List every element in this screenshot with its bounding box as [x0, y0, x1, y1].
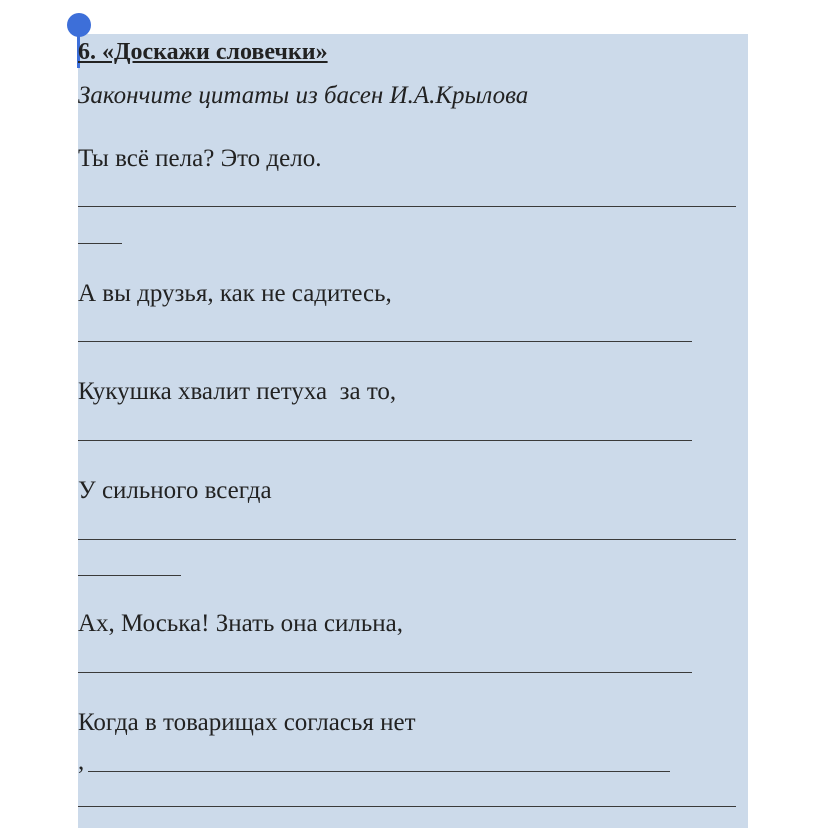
leading-comma: , [78, 748, 85, 775]
answer-line[interactable] [78, 539, 736, 540]
answer-line[interactable] [78, 341, 692, 342]
answer-line[interactable] [78, 243, 122, 244]
answer-line[interactable] [88, 771, 670, 772]
answer-line[interactable] [78, 672, 692, 673]
task-instruction: Закончите цитаты из басен И.А.Крылова [78, 82, 529, 109]
quote-prompt-2: А вы друзья, как не садитесь, [78, 280, 392, 307]
quote-prompt-4: У сильного всегда [78, 477, 272, 504]
task-title: 6. «Доскажи словечки» [78, 39, 328, 65]
answer-line[interactable] [78, 806, 736, 807]
answer-line[interactable] [78, 440, 692, 441]
answer-line[interactable] [78, 206, 736, 207]
quote-prompt-6: Когда в товарищах согласья нет [78, 709, 416, 736]
answer-line[interactable] [78, 575, 181, 576]
quote-prompt-3: Кукушка хвалит петуха за то, [78, 378, 397, 405]
quote-prompt-5: Ах, Моська! Знать она сильна, [78, 610, 403, 637]
quote-prompt-1: Ты всё пела? Это дело. [78, 145, 322, 172]
